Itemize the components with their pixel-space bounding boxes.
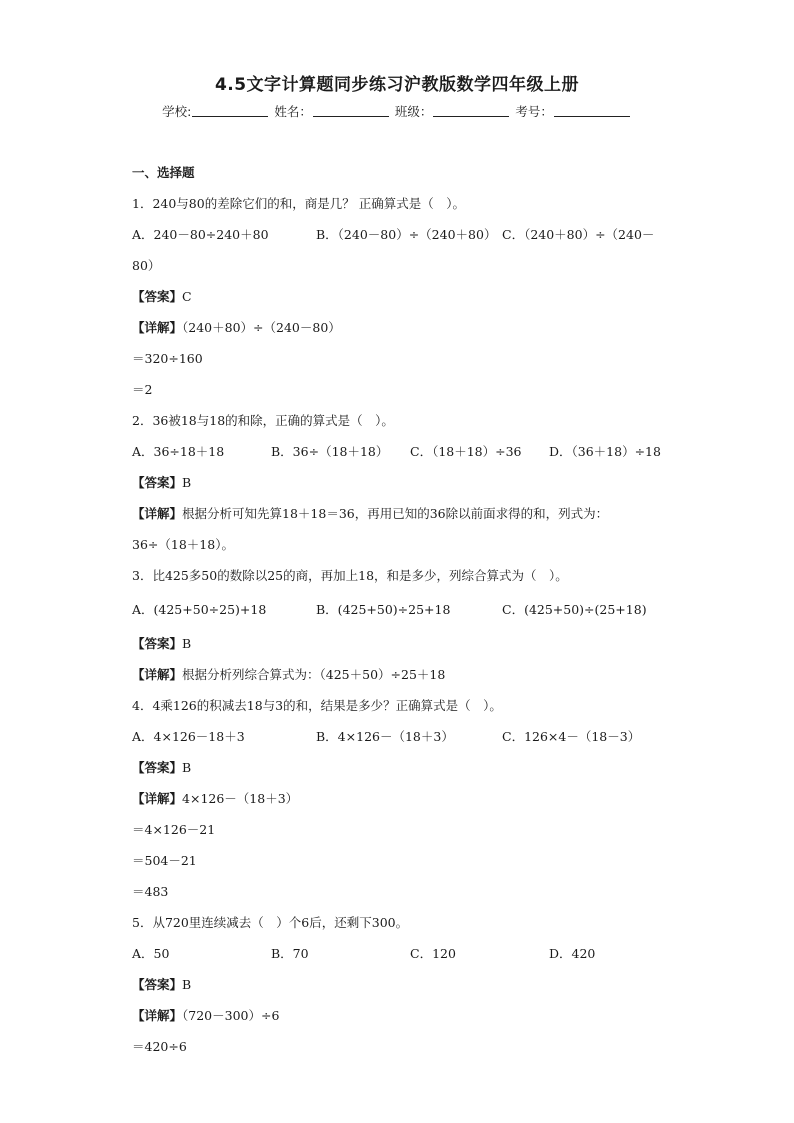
question-4-detail: [132, 788, 672, 819]
name-label: 姓名：: [274, 104, 312, 119]
question-2-options: [132, 441, 672, 472]
option-b: B．（240－80）÷（240＋80）: [316, 227, 497, 242]
question-5-detail: [132, 1005, 672, 1036]
question-1-stem: 1．240与80的差除它们的和，商是几？ 正确算式是（ ）。: [132, 196, 465, 211]
detail-label: 【详解】: [132, 320, 183, 335]
option-c: C．(425+50)÷(25+18): [502, 602, 647, 617]
option-a: A．(425+50÷25)+18: [132, 602, 267, 617]
question-1-answer: [132, 286, 672, 317]
class-label: 班级：: [394, 104, 433, 119]
detail-line: ＝4×126－21: [132, 822, 216, 837]
answer-label: 【答案】: [132, 636, 183, 651]
detail-line: ＝504－21: [132, 853, 197, 868]
detail-line: ＝2: [132, 382, 153, 397]
option-d: D．（36＋18）÷18: [549, 444, 661, 459]
answer-value: B: [182, 760, 192, 775]
detail-line: 根据分析可知先算18＋18＝36，再用已知的36除以前面求得的和，列式为：: [182, 506, 609, 521]
detail-label: 【详解】: [132, 506, 183, 521]
school-blank: [192, 104, 268, 117]
class-blank: [433, 104, 509, 117]
option-d: D．420: [549, 946, 596, 961]
answer-value: B: [182, 977, 192, 992]
option-b: B．(425+50)÷25+18: [316, 602, 451, 617]
section-heading: 一、选择题: [132, 165, 195, 180]
question-2-detail: [132, 503, 672, 534]
page-title: 4.5文字计算题同步练习沪教版数学四年级上册: [214, 75, 580, 95]
question-5-answer: [132, 974, 672, 1005]
option-b: B．36÷（18＋18）: [271, 444, 389, 459]
answer-label: 【答案】: [132, 289, 183, 304]
answer-label: 【答案】: [132, 760, 183, 775]
answer-value: B: [182, 475, 192, 490]
question-4-options: [132, 726, 672, 757]
option-c: C．126×4－（18－3）: [502, 729, 641, 744]
detail-line: ＝320÷160: [132, 351, 203, 366]
school-label: 学校:: [162, 104, 192, 119]
question-5-options: [132, 943, 672, 974]
question-2-answer: [132, 472, 672, 503]
detail-line: ＝420÷6: [132, 1039, 187, 1054]
detail-line: ＝483: [132, 884, 169, 899]
answer-label: 【答案】: [132, 475, 183, 490]
detail-line: 4×126－（18＋3）: [182, 791, 299, 806]
exam-number-blank: [554, 104, 630, 117]
question-5-stem: 5．从720里连续减去（ ）个6后，还剩下300。: [132, 915, 409, 930]
detail-label: 【详解】: [132, 1008, 183, 1023]
exam-number-label: 考号：: [515, 104, 553, 119]
question-4-answer: [132, 757, 672, 788]
question-1-detail: [132, 317, 672, 348]
question-1-options: [132, 224, 672, 255]
answer-label: 【答案】: [132, 977, 183, 992]
student-info-row: [0, 102, 794, 120]
question-3-detail: [132, 664, 672, 695]
question-content: [132, 162, 672, 1067]
option-b: B．4×126－（18＋3）: [316, 729, 454, 744]
option-a: A．240－80÷240＋80: [132, 227, 269, 242]
option-c: C．（240＋80）÷（240－: [502, 227, 655, 242]
answer-value: C: [182, 289, 192, 304]
question-4-stem: 4．4乘126的积减去18与3的和，结果是多少？正确算式是（ ）。: [132, 698, 502, 713]
detail-line: （720－300）÷6: [182, 1008, 280, 1023]
option-c: C．（18＋18）÷36: [410, 444, 522, 459]
question-2-stem: 2．36被18与18的和除，正确的算式是（ ）。: [132, 413, 394, 428]
option-a: A．36÷18＋18: [132, 444, 225, 459]
question-3-stem: 3．比425多50的数除以25的商，再加上18，和是多少，列综合算式为（ ）。: [132, 568, 568, 583]
option-a: A．4×126－18＋3: [132, 729, 245, 744]
answer-value: B: [182, 636, 192, 651]
option-b: B．70: [271, 946, 309, 961]
question-3-options: [132, 596, 672, 633]
option-c: C．120: [410, 946, 456, 961]
detail-line: 36÷（18＋18）。: [132, 537, 234, 552]
detail-label: 【详解】: [132, 791, 183, 806]
detail-label: 【详解】: [132, 667, 183, 682]
detail-line: （240＋80）÷（240－80）: [182, 320, 341, 335]
option-continuation: 80）: [132, 258, 161, 273]
question-3-answer: [132, 633, 672, 664]
detail-line: 根据分析列综合算式为：（425＋50）÷25＋18: [182, 667, 446, 682]
name-blank: [313, 104, 389, 117]
option-a: A．50: [132, 946, 170, 961]
